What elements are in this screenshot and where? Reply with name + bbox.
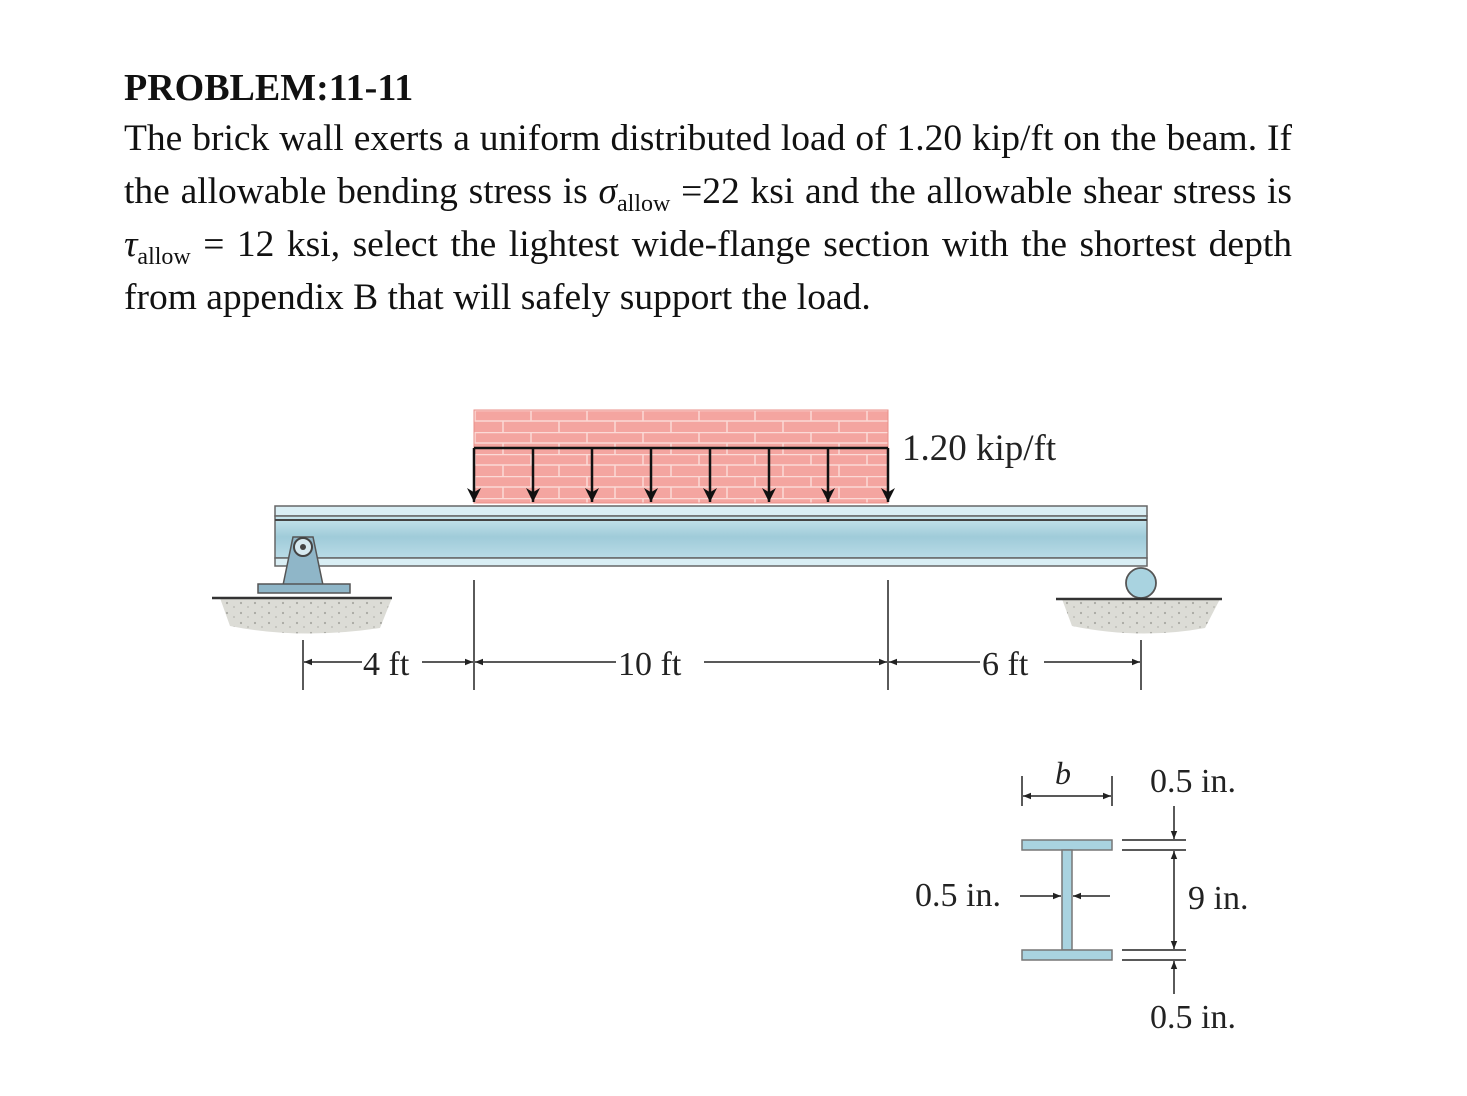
flange-bottom-label: 0.5 in. (1150, 999, 1236, 1036)
brick-wall (474, 410, 888, 503)
dim-left-label: 4 ft (363, 646, 410, 683)
tau-symbol: τ (124, 224, 138, 265)
sigma-subscript: allow (617, 191, 671, 217)
dim-right-label: 6 ft (982, 646, 1029, 683)
wide-flange-beam (275, 506, 1147, 566)
roller-support (1056, 568, 1222, 634)
statement-part-1: The brick wall exerts a uniform distributed load of 1.20 kip/ft on the beam. If the allowable bending stress is (124, 118, 1292, 212)
statement-part-2: =22 ksi and the allowable shear stress is (670, 171, 1292, 212)
sigma-symbol: σ (598, 171, 618, 212)
section-height-dimensions (1122, 806, 1186, 994)
statement-part-3: = 12 ksi, select the lightest wide-flange section with the shortest depth from appendix B that will safely support the load. (124, 224, 1292, 318)
tau-subscript: allow (137, 244, 191, 270)
dim-mid-label: 10 ft (618, 646, 682, 683)
web-height-label: 9 in. (1188, 880, 1249, 917)
web-thickness-label: 0.5 in. (915, 877, 1001, 914)
b-label: b (1055, 755, 1071, 791)
i-beam-cross-section (1022, 840, 1112, 960)
load-label: 1.20 kip/ft (902, 428, 1057, 469)
problem-title: PROBLEM:11-11 (124, 67, 414, 109)
flange-top-label: 0.5 in. (1150, 763, 1236, 800)
